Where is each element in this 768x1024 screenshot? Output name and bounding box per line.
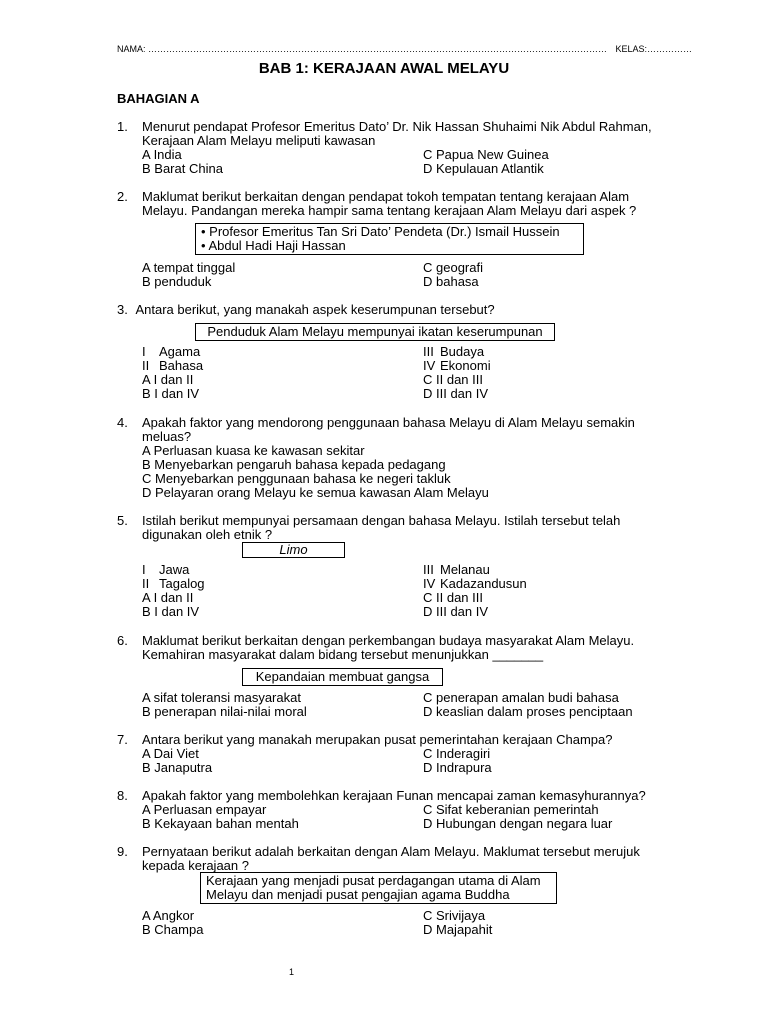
question-text-line: digunakan oleh etnik ? [142, 527, 273, 542]
option-a[interactable]: A Perluasan kuasa ke kawasan sekitar [142, 443, 365, 458]
question-number: 1. [117, 119, 128, 134]
question-number: 3. [117, 302, 128, 317]
statement-item: II Bahasa [142, 358, 204, 373]
question-text-line: Pernyataan berikut adalah berkaitan dengan Alam Melayu. Maklumat tersebut merujuk [142, 844, 640, 859]
answer-options [142, 747, 657, 775]
info-box [195, 223, 584, 255]
option-a[interactable]: A Angkor [142, 908, 195, 923]
option-b[interactable]: B Kekayaan bahan mentah [142, 816, 299, 831]
question-number: 9. [117, 844, 128, 859]
question-3-options [117, 345, 657, 401]
statement-item: I Jawa [142, 562, 190, 577]
question-9 [117, 845, 657, 873]
option-b[interactable]: B penerapan nilai-nilai moral [142, 704, 307, 719]
info-box: Penduduk Alam Melayu mempunyai ikatan keserumpunan [195, 323, 555, 341]
question-number: 8. [117, 788, 128, 803]
option-d[interactable]: D Indrapura [423, 760, 492, 775]
question-number: 2. [117, 189, 128, 204]
option-b[interactable]: B Menyebarkan pengaruh bahasa kepada pedagang [142, 457, 446, 472]
class-field[interactable]: KELAS:…………… [615, 44, 693, 54]
question-2 [117, 190, 657, 218]
option-b[interactable]: B Champa [142, 922, 204, 937]
info-box: Limo [242, 542, 345, 558]
question-text-line: Apakah faktor yang membolehkan kerajaan Funan mencapai zaman kemasyhurannya? [142, 788, 646, 803]
statement-item: IV Ekonomi [423, 358, 491, 373]
statement-item: IV Kadazandusun [423, 576, 527, 591]
question-3 [117, 303, 657, 317]
question-text-line: Apakah faktor yang mendorong penggunaan bahasa Melayu di Alam Melayu semakin [142, 415, 635, 430]
option-d[interactable]: D III dan IV [423, 386, 489, 401]
option-a[interactable]: A tempat tinggal [142, 260, 236, 275]
statement-item: II Tagalog [142, 576, 205, 591]
info-box: Kepandaian membuat gangsa [242, 668, 443, 686]
statement-items [142, 345, 657, 373]
question-text-line: Kerajaan Alam Melayu meliputi kawasan [142, 133, 376, 148]
question-6 [117, 634, 657, 662]
option-b[interactable]: B penduduk [142, 274, 212, 289]
option-c[interactable]: C II dan III [423, 590, 483, 605]
question-text-line: meluas? [142, 429, 192, 444]
question-text-line: kepada kerajaan ? [142, 858, 249, 873]
question-text-line: Antara berikut, yang manakah aspek keserumpunan tersebut? [135, 302, 495, 317]
info-box [200, 872, 557, 904]
question-5-options [117, 563, 657, 619]
answer-options [142, 373, 657, 401]
info-box-line: Kerajaan yang menjadi pusat perdagangan utama di Alam [206, 873, 541, 888]
option-d[interactable]: D keaslian dalam proses penciptaan [423, 704, 633, 719]
option-a[interactable]: A I dan II [142, 590, 194, 605]
answer-options [142, 148, 657, 176]
option-c[interactable]: C Menyebarkan penggunaan bahasa ke negeri takluk [142, 471, 451, 486]
option-d[interactable]: D Kepulauan Atlantik [423, 161, 544, 176]
answer-options [142, 691, 657, 719]
page-number: 1 [289, 967, 295, 977]
question-number: 4. [117, 415, 128, 430]
statement-item: III Melanau [423, 562, 490, 577]
question-number: 7. [117, 732, 128, 747]
question-text-line: Menurut pendapat Profesor Emeritus Dato’ Dr. Nik Hassan Shuhaimi Nik Abdul Rahman, [142, 119, 652, 134]
question-text-line: Istilah berikut mempunyai persamaan dengan bahasa Melayu. Istilah tersebut telah [142, 513, 621, 528]
question-2-options [117, 261, 657, 289]
option-c[interactable]: C Sifat keberanian pemerintah [423, 802, 599, 817]
option-b[interactable]: B Barat China [142, 161, 223, 176]
info-box-line: • Profesor Emeritus Tan Sri Dato’ Pendeta (Dr.) Ismail Hussein [201, 224, 560, 239]
question-7 [117, 733, 657, 775]
answer-options [142, 909, 657, 937]
option-c[interactable]: C Inderagiri [423, 746, 491, 761]
question-text-line: Maklumat berikut berkaitan dengan pendapat tokoh tempatan tentang kerajaan Alam [142, 189, 630, 204]
statement-item: III Budaya [423, 344, 485, 359]
statement-items [142, 563, 657, 591]
section-heading: BAHAGIAN A [117, 91, 200, 106]
question-9-options [117, 909, 657, 937]
option-c[interactable]: C penerapan amalan budi bahasa [423, 690, 619, 705]
option-d[interactable]: D Hubungan dengan negara luar [423, 816, 613, 831]
answer-options [142, 261, 657, 289]
option-a[interactable]: A I dan II [142, 372, 194, 387]
question-text-line: Maklumat berikut berkaitan dengan perkembangan budaya masyarakat Alam Melayu. [142, 633, 635, 648]
question-number: 6. [117, 633, 128, 648]
question-8 [117, 789, 657, 831]
question-text-line: Antara berikut yang manakah merupakan pusat pemerintahan kerajaan Champa? [142, 732, 613, 747]
question-number: 5. [117, 513, 128, 528]
option-b[interactable]: B I dan IV [142, 604, 200, 619]
question-text-line: Kemahiran masyarakat dalam bidang tersebut menunjukkan _______ [142, 647, 544, 662]
option-a[interactable]: A Perluasan empayar [142, 802, 267, 817]
answer-options [142, 591, 657, 619]
info-box-line: • Abdul Hadi Haji Hassan [201, 238, 346, 253]
option-d[interactable]: D Majapahit [423, 922, 493, 937]
option-c[interactable]: C II dan III [423, 372, 483, 387]
option-c[interactable]: C Srivijaya [423, 908, 486, 923]
document-title: BAB 1: KERAJAAN AWAL MELAYU [258, 60, 510, 77]
option-d[interactable]: D Pelayaran orang Melayu ke semua kawasan Alam Melayu [142, 485, 489, 500]
option-d[interactable]: D III dan IV [423, 604, 489, 619]
option-d[interactable]: D bahasa [423, 274, 479, 289]
info-box-line: Melayu dan menjadi pusat pengajian agama Buddha [206, 887, 510, 902]
option-b[interactable]: B I dan IV [142, 386, 200, 401]
option-a[interactable]: A sifat toleransi masyarakat [142, 690, 301, 705]
answer-options [142, 803, 657, 831]
option-c[interactable]: C geografi [423, 260, 483, 275]
statement-item: I Agama [142, 344, 201, 359]
option-c[interactable]: C Papua New Guinea [423, 147, 549, 162]
question-4 [117, 416, 657, 500]
option-a[interactable]: A Dai Viet [142, 746, 199, 761]
student-info-line [117, 44, 693, 54]
question-1 [117, 120, 657, 176]
option-b[interactable]: B Janaputra [142, 760, 213, 775]
question-5 [117, 514, 657, 542]
name-field[interactable]: NAMA: ……………………………………………………………………………………………………………………………………… [117, 44, 608, 54]
question-6-options [117, 691, 657, 719]
option-a[interactable]: A India [142, 147, 182, 162]
question-text-line: Melayu. Pandangan mereka hampir sama tentang kerajaan Alam Melayu dari aspek ? [142, 203, 637, 218]
